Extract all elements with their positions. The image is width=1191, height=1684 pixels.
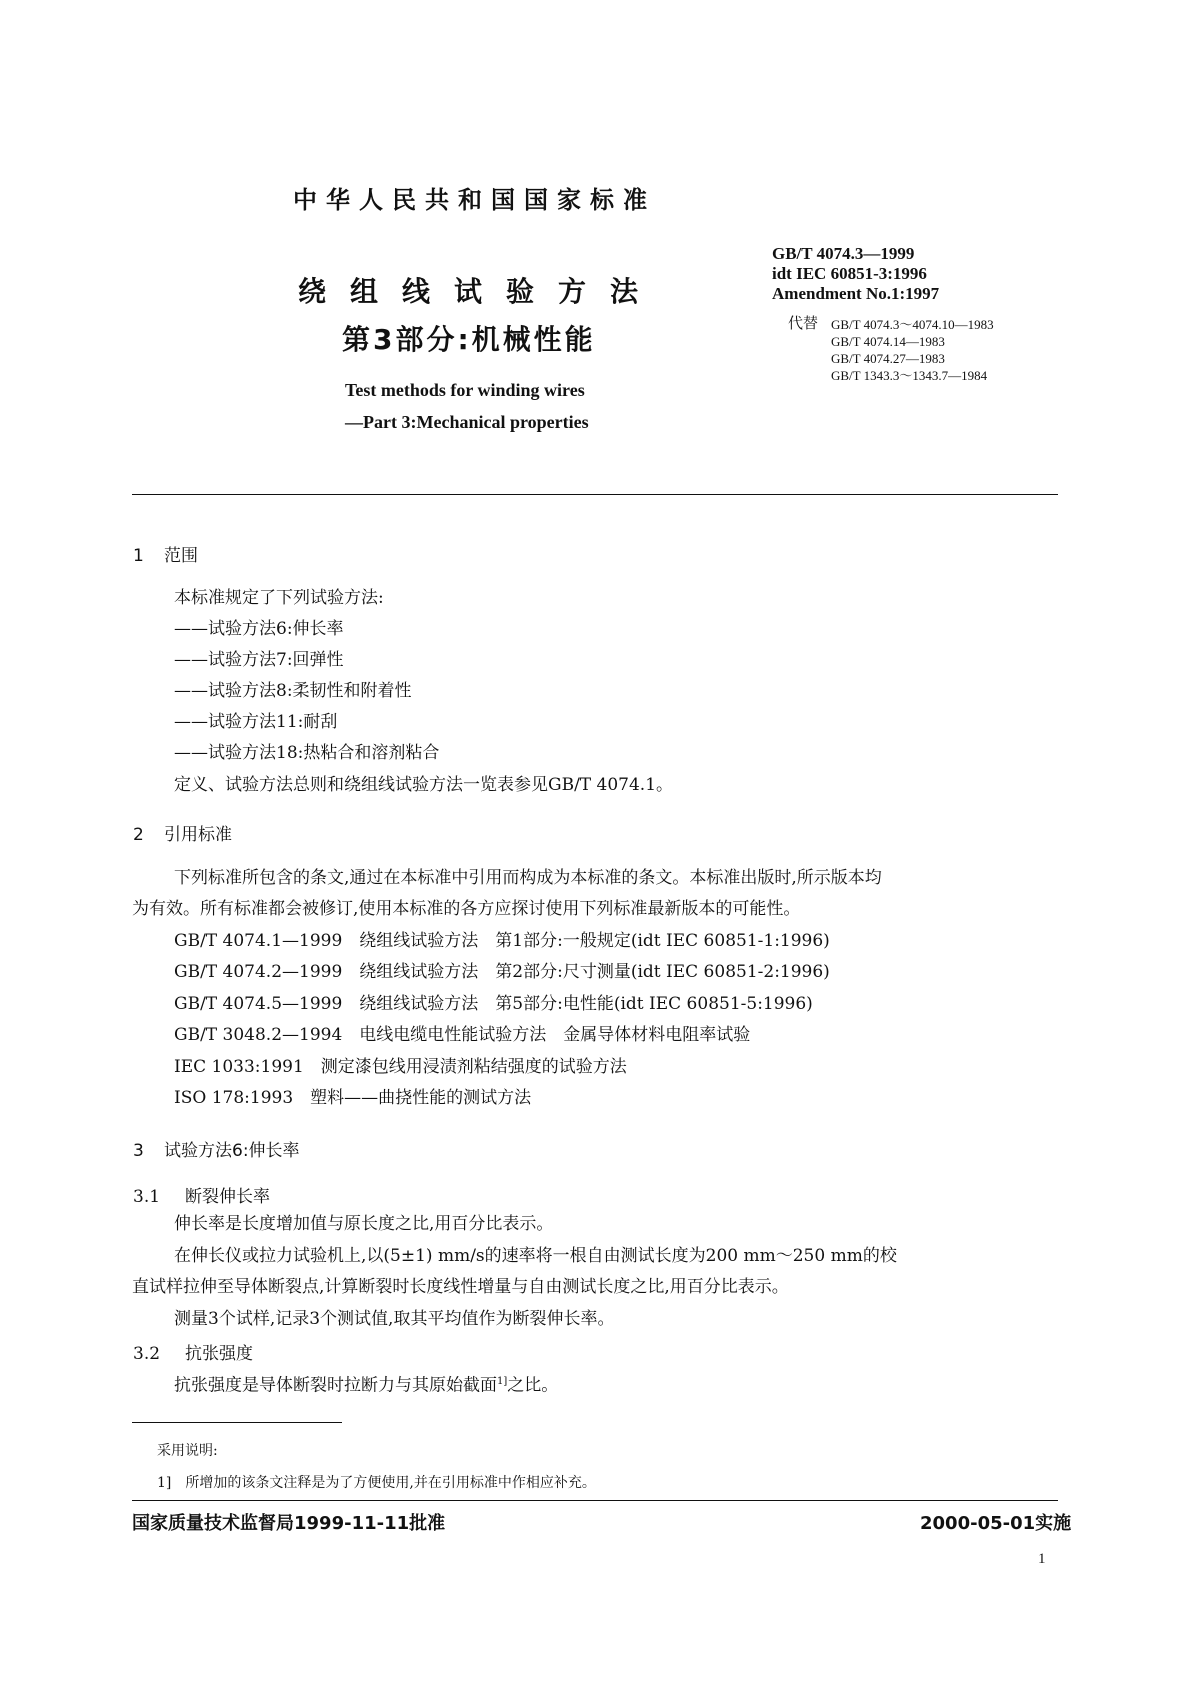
list-item: ——试验方法11:耐刮 <box>174 712 338 732</box>
reference-item: ISO 178:1993 塑料——曲挠性能的测试方法 <box>174 1088 532 1108</box>
paragraph: 本标准规定了下列试验方法: <box>174 588 384 608</box>
subsection-title: 断裂伸长率 <box>185 1187 270 1207</box>
subsection-number: 3.2 <box>133 1344 161 1364</box>
standard-id-block <box>772 244 939 304</box>
subtitle-cn: 第3部分:机械性能 <box>342 323 596 356</box>
paragraph <box>174 1371 558 1397</box>
replaced-standard: GB/T 4074.14—1983 <box>831 334 945 349</box>
reference-item: GB/T 4074.1—1999 绕组线试验方法 第1部分:一般规定(idt IEC 60851-1:1996) <box>174 931 830 951</box>
paragraph: 定义、试验方法总则和绕组线试验方法一览表参见GB/T 4074.1。 <box>174 775 674 795</box>
paragraph-text: 之比。 <box>507 1375 559 1396</box>
section-number: 2 <box>133 825 144 845</box>
section-title: 引用标准 <box>164 825 232 845</box>
section-number: 1 <box>133 546 144 566</box>
effective-date: 2000-05-01实施 <box>920 1513 1072 1534</box>
idt-reference: idt IEC 60851-3:1996 <box>772 264 927 283</box>
replaced-standard: GB/T 4074.27—1983 <box>831 351 945 366</box>
replaced-standard: GB/T 4074.3～4074.10—1983 <box>831 317 994 332</box>
footnote-divider <box>132 1422 342 1423</box>
header-divider <box>132 494 1058 495</box>
section-3-heading <box>133 1136 300 1161</box>
reference-item: GB/T 3048.2—1994 电线电缆电性能试验方法 金属导体材料电阻率试验 <box>174 1025 751 1045</box>
replaces-label: 代替 <box>788 316 819 332</box>
section-number: 3 <box>133 1141 144 1161</box>
subsection-3-2-heading <box>133 1339 253 1364</box>
reference-item: GB/T 4074.5—1999 绕组线试验方法 第5部分:电性能(idt IEC 60851-5:1996) <box>174 994 813 1014</box>
section-title: 范围 <box>164 546 198 566</box>
page-number: 1 <box>1038 1551 1046 1567</box>
national-standard-label: 中华人民共和国国家标准 <box>293 186 656 214</box>
footnote-title: 采用说明: <box>157 1443 218 1459</box>
title-en: Test methods for winding wires <box>345 380 585 400</box>
list-item: ——试验方法8:柔韧性和附着性 <box>174 681 412 701</box>
subsection-number: 3.1 <box>133 1187 161 1207</box>
subtitle-en: —Part 3:Mechanical properties <box>345 412 589 432</box>
footer-divider <box>132 1500 1058 1501</box>
paragraph: 直试样拉伸至导体断裂点,计算断裂时长度线性增量与自由测试长度之比,用百分比表示。 <box>132 1277 789 1297</box>
list-item: ——试验方法6:伸长率 <box>174 619 344 639</box>
list-item: ——试验方法18:热粘合和溶剂粘合 <box>174 743 440 763</box>
standard-number: GB/T 4074.3—1999 <box>772 244 915 263</box>
paragraph-text: 抗张强度是导体断裂时拉断力与其原始截面 <box>174 1375 497 1396</box>
title-cn: 绕组线试验方法 <box>298 275 663 308</box>
section-title: 试验方法6:伸长率 <box>164 1141 300 1161</box>
paragraph: 为有效。所有标准都会被修订,使用本标准的各方应探讨使用下列标准最新版本的可能性。 <box>132 899 801 919</box>
paragraph: 下列标准所包含的条文,通过在本标准中引用而构成为本标准的条文。本标准出版时,所示版本均 <box>174 868 882 888</box>
footnote-text: 1] 所增加的该条文注释是为了方便使用,并在引用标准中作相应补充。 <box>157 1475 596 1491</box>
subsection-title: 抗张强度 <box>185 1344 253 1364</box>
approval-date: 国家质量技术监督局1999-11-11批准 <box>132 1513 446 1534</box>
paragraph: 测量3个试样,记录3个测试值,取其平均值作为断裂伸长率。 <box>174 1309 615 1329</box>
paragraph: 在伸长仪或拉力试验机上,以(5±1) mm/s的速率将一根自由测试长度为200 mm～250 mm的校 <box>174 1246 897 1266</box>
amendment: Amendment No.1:1997 <box>772 284 940 303</box>
section-1-heading <box>133 541 198 566</box>
paragraph: 伸长率是长度增加值与原长度之比,用百分比表示。 <box>174 1214 554 1234</box>
section-2-heading <box>133 820 232 845</box>
list-item: ——试验方法7:回弹性 <box>174 650 344 670</box>
replaced-standard: GB/T 1343.3～1343.7—1984 <box>831 368 988 383</box>
replaces-block <box>788 316 994 386</box>
reference-item: GB/T 4074.2—1999 绕组线试验方法 第2部分:尺寸测量(idt IEC 60851-2:1996) <box>174 962 830 982</box>
reference-item: IEC 1033:1991 测定漆包线用浸渍剂粘结强度的试验方法 <box>174 1057 627 1077</box>
subsection-3-1-heading <box>133 1182 270 1207</box>
footnote-ref: 1] <box>497 1376 508 1387</box>
